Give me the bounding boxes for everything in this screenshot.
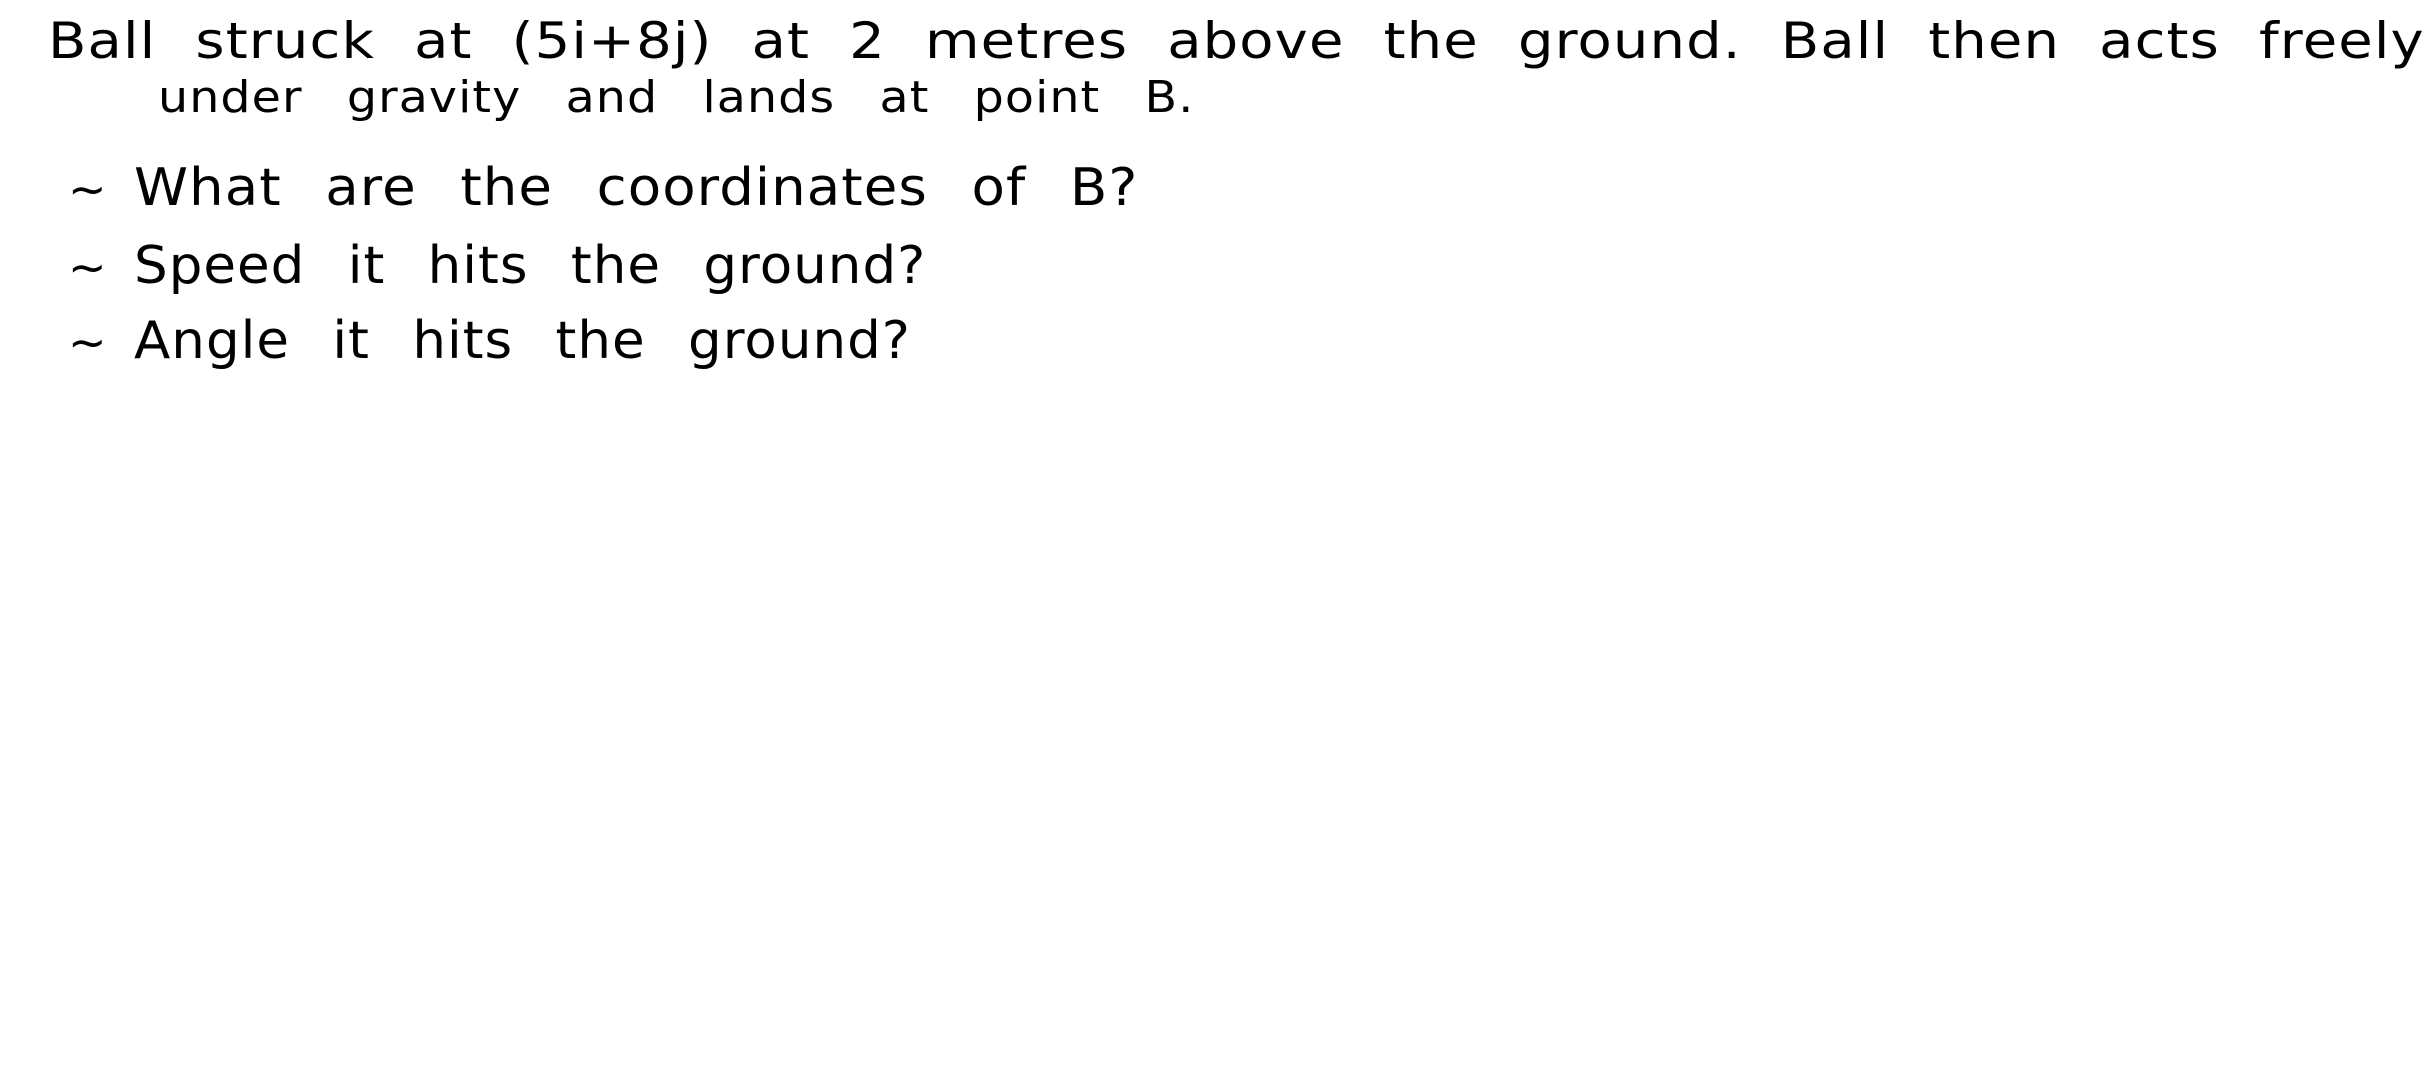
tilde-bullet-icon: ~: [68, 315, 107, 369]
question-text: Angle it hits the ground?: [134, 311, 911, 371]
question-item-speed: [68, 236, 927, 296]
question-text: What are the coordinates of B?: [134, 158, 1139, 218]
question-text: Speed it hits the ground?: [134, 236, 927, 296]
problem-statement-line-1: Ball struck at (5i+8j) at 2 metres above the ground. Ball then acts freely: [48, 12, 2425, 70]
tilde-bullet-icon: ~: [68, 240, 107, 294]
problem-statement-line-2: under gravity and lands at point B.: [158, 72, 1195, 123]
question-item-angle: [68, 311, 911, 371]
question-item-coordinates: [68, 158, 1139, 218]
tilde-bullet-icon: ~: [68, 162, 107, 216]
